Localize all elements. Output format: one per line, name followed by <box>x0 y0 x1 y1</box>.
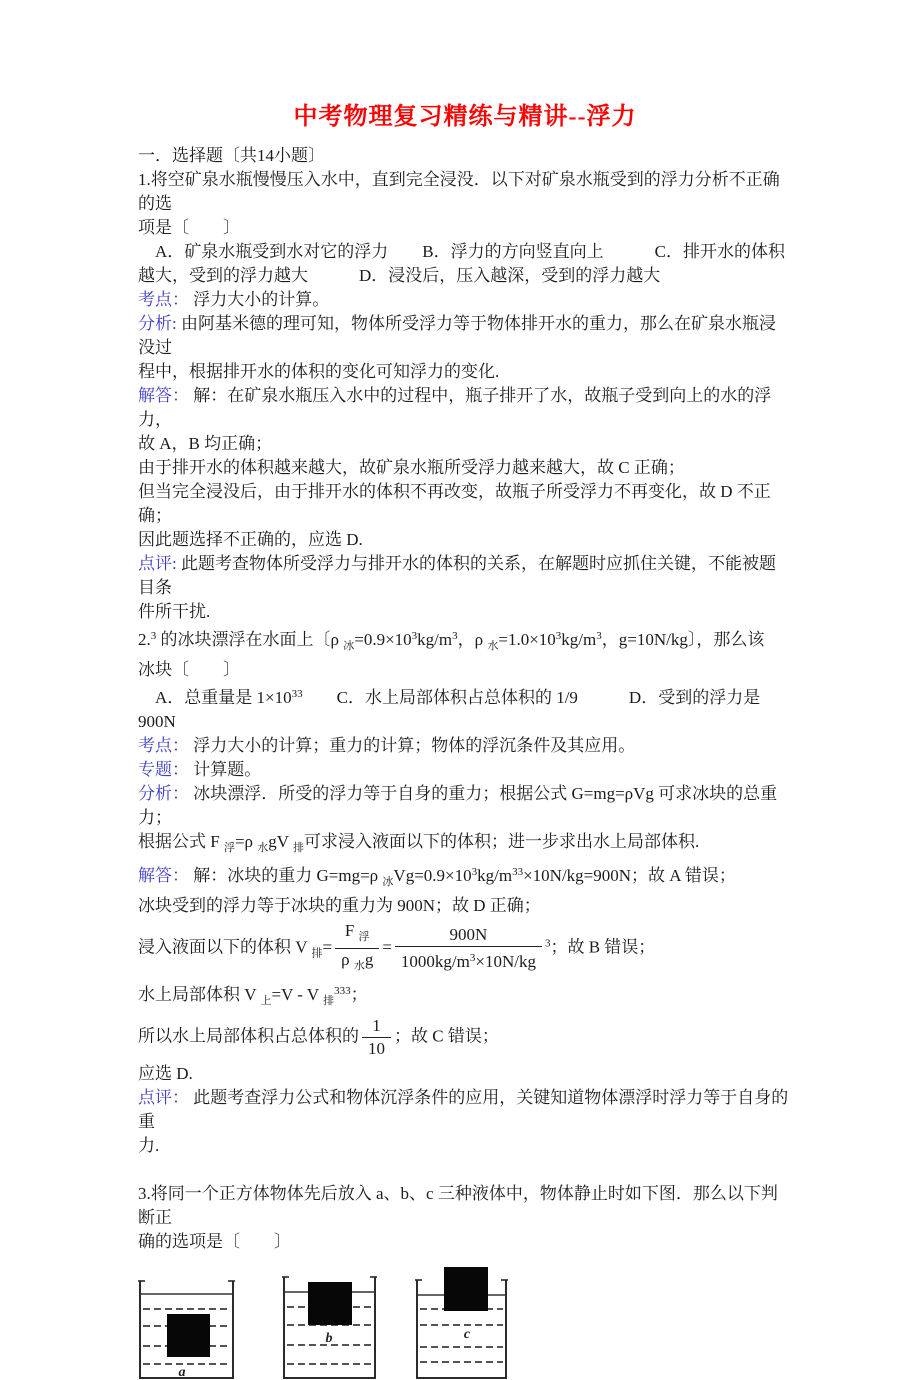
category-label: 分析: <box>138 314 177 333</box>
text-run: 排 <box>323 995 335 1007</box>
text-run: 33 <box>512 866 524 878</box>
fraction <box>395 924 542 973</box>
text-run: F <box>344 921 359 940</box>
category-label: 解答： <box>138 386 189 405</box>
beaker-diagram-b <box>282 1275 377 1380</box>
text-run: 900N <box>449 925 488 944</box>
category-label: 解答： <box>138 866 189 885</box>
fraction <box>335 920 379 977</box>
text-run: 2. <box>138 630 151 649</box>
text-run: 计算题。 <box>189 760 262 779</box>
category-label: 点评： <box>138 1088 189 1107</box>
text-run: 冰 <box>382 876 394 888</box>
text-run: 3 <box>452 630 458 642</box>
text-run: A．矿泉水瓶受到水对它的浮力 B．浮力的方向竖直向上 C．排开水的体积 <box>138 242 785 261</box>
text-run: 由于排开水的体积越来越大，故矿泉水瓶所受浮力越来越大，故 C 正确； <box>138 458 685 477</box>
diagram-label-c: c <box>463 1327 471 1342</box>
fenxi-line <box>138 360 792 384</box>
text-run: 故 A，B 均正确； <box>138 434 273 453</box>
category-label: 分析： <box>138 784 189 803</box>
text-run: 上 <box>260 995 272 1007</box>
fraction <box>362 1015 391 1060</box>
text-run: 解：冰块的重力 G=mg=ρ <box>189 866 383 885</box>
text-run: 水 <box>353 960 365 972</box>
text-run: 浸入液面以下的体积 V <box>138 937 312 957</box>
text-run: ；故 B 错误； <box>550 937 656 957</box>
document-body <box>138 144 792 1254</box>
diagram-row <box>138 1266 792 1380</box>
question-1-line <box>138 168 792 216</box>
zhuanti-line <box>138 758 792 782</box>
question-1-line <box>138 216 792 240</box>
text-run: 件所干扰. <box>138 602 211 621</box>
category-label: 考点： <box>138 290 189 309</box>
jieda-line <box>138 894 792 918</box>
text-run: 冰块漂浮．所受的浮力等于自身的重力；根据公式 G=mg=ρVg 可求冰块的总重力； <box>138 784 778 827</box>
question-3-line <box>138 1230 792 1254</box>
diagram-label-a: a <box>178 1365 186 1380</box>
kaodian-line <box>138 288 792 312</box>
text-run: 3 <box>544 937 551 950</box>
text-run: 3 <box>150 630 157 642</box>
dianping-line <box>138 1086 792 1134</box>
jieda-line <box>138 432 792 456</box>
text-run: 根据公式 F <box>138 832 224 851</box>
text-run: 900N <box>138 712 176 731</box>
text-run: 3.将同一个正方体物体先后放入 a、b、c 三种液体中，物体静止时如下图．那么以下判断正 <box>138 1184 778 1227</box>
question-1-options <box>138 264 792 288</box>
text-run: 1000kg/m <box>400 952 470 971</box>
text-run: 确的选项是〔 〕 <box>138 1232 291 1251</box>
text-run: ；故 C 错误； <box>394 1026 499 1046</box>
floating-cube-high <box>444 1267 488 1311</box>
category-label: 专题： <box>138 760 189 779</box>
text-run: =V - V <box>271 985 324 1004</box>
text-run: 3 <box>555 630 562 642</box>
floating-cube <box>308 1282 352 1325</box>
text-run: 此题考查物体所受浮力与排开水的体积的关系，在解题时应抓住关键，不能被题目条 <box>138 554 776 597</box>
beaker-diagram-c <box>415 1266 508 1380</box>
text-run: =1.0×10 <box>498 630 556 649</box>
text-run: 浮力大小的计算。 <box>189 290 330 309</box>
text-run: 但当完全浸没后，由于排开水的体积不再改变，故瓶子所受浮力不再变化，故 D 不正确； <box>138 482 771 525</box>
section-heading <box>138 144 792 168</box>
text-run: ； <box>350 985 368 1004</box>
text-run: 此题考查浮力公式和物体沉浮条件的应用，关键知道物体漂浮时浮力等于自身的重 <box>138 1088 789 1131</box>
text-run: ρ <box>341 950 354 969</box>
text-run: 程中，根据排开水的体积的变化可知浮力的变化. <box>138 362 500 381</box>
text-run: 冰块〔 〕 <box>138 660 240 679</box>
text-run: kg/m <box>561 630 597 649</box>
text-run: 排 <box>293 842 305 854</box>
text-run: 一．选择题〔共14小题〕 <box>138 146 325 165</box>
jieda-line <box>138 384 792 432</box>
fenxi-line <box>138 830 792 860</box>
text-run: g <box>364 950 374 969</box>
text-run: 浮 <box>358 931 370 943</box>
category-label: 点评: <box>138 554 177 573</box>
text-run: 因此题选择不正确的，应选 D. <box>138 530 363 549</box>
question-2-line <box>138 624 792 658</box>
question-2-options <box>138 682 792 710</box>
text-run: 所以水上局部体积占总体积的 <box>138 1026 359 1046</box>
formula-line <box>138 918 792 979</box>
fenxi-line <box>138 782 792 830</box>
text-run: 排 <box>311 947 323 960</box>
text-run: ，ρ <box>457 630 488 649</box>
text-run: = <box>322 937 333 957</box>
text-run: 1.将空矿泉水瓶慢慢压入水中，直到完全浸没．以下对矿泉水瓶受到的浮力分析不正确的选 <box>138 170 780 213</box>
text-run: 冰块受到的浮力等于冰块的重力为 900N；故 D 正确； <box>138 896 541 915</box>
text-run: 解：在矿泉水瓶压入水中的过程中，瓶子排开了水，故瓶子受到向上的水的浮力， <box>138 386 772 429</box>
text-run: 33 <box>291 688 303 700</box>
text-run: gV <box>268 832 294 851</box>
text-run: 浮力大小的计算；重力的计算；物体的浮沉条件及其应用。 <box>189 736 636 755</box>
text-run: C．水上局部体积占总体积的 1/9 D．受到的浮力是 <box>302 688 761 707</box>
submerged-cube <box>167 1314 210 1357</box>
kaodian-line <box>138 734 792 758</box>
text-run: ×10N/kg <box>475 952 536 971</box>
text-run: 1 <box>372 1016 381 1035</box>
text-run: ×10N/kg=900N；故 A 错误； <box>523 866 736 885</box>
text-run: 力. <box>138 1136 160 1155</box>
dianping-line <box>138 552 792 600</box>
jieda-line <box>138 480 792 528</box>
text-run: 水 <box>257 842 269 854</box>
page-title: 中考物理复习精练与精讲--浮力 <box>293 104 637 130</box>
jieda-line <box>138 860 792 894</box>
text-run: 越大，受到的浮力越大 D．浸没后，压入越深，受到的浮力越大 <box>138 266 661 285</box>
fenxi-line <box>138 312 792 360</box>
blank-line <box>138 1158 792 1182</box>
jieda-line <box>138 456 792 480</box>
text-run: = <box>382 937 392 957</box>
text-run: 可求浸入液面以下的体积；进一步求出水上局部体积. <box>304 832 700 851</box>
text-run: =0.9×10 <box>354 630 412 649</box>
text-run: A．总重量是 1×10 <box>138 688 292 707</box>
question-1-options <box>138 240 792 264</box>
text-run: 冰 <box>343 640 355 652</box>
formula-line <box>138 1013 792 1062</box>
question-2-options <box>138 710 792 734</box>
dianping-line <box>138 600 792 624</box>
text-run: 项是〔 〕 <box>138 218 240 237</box>
jieda-line <box>138 1062 792 1086</box>
text-run: 3 <box>469 952 476 964</box>
text-run: 水上局部体积 V <box>138 985 261 1004</box>
text-run: 3 <box>471 866 478 878</box>
text-run: 10 <box>368 1039 385 1058</box>
jieda-line <box>138 528 792 552</box>
formula-line <box>138 979 792 1013</box>
text-run: 由阿基米德的理可知，物体所受浮力等于物体排开水的重力，那么在矿泉水瓶浸没过 <box>138 314 776 357</box>
text-run: kg/m <box>477 866 513 885</box>
question-2-line <box>138 658 792 682</box>
text-run: 3 <box>411 630 418 642</box>
text-run: Vg=0.9×10 <box>393 866 472 885</box>
text-run: 水 <box>487 640 499 652</box>
text-run: =ρ <box>234 832 258 851</box>
text-run: kg/m <box>417 630 453 649</box>
text-run: 应选 D. <box>138 1064 193 1083</box>
beaker-diagram-a <box>138 1279 235 1380</box>
dianping-line <box>138 1134 792 1158</box>
text-run: 的冰块漂浮在水面上〔ρ <box>156 630 344 649</box>
text-run: 3 <box>596 630 602 642</box>
question-3-line <box>138 1182 792 1230</box>
text-run: 333 <box>334 985 351 997</box>
text-run: ，g=10N/kg〕，那么该 <box>601 630 765 649</box>
diagram-label-b: b <box>325 1331 333 1346</box>
text-run: 浮 <box>223 842 235 854</box>
category-label: 考点： <box>138 736 189 755</box>
